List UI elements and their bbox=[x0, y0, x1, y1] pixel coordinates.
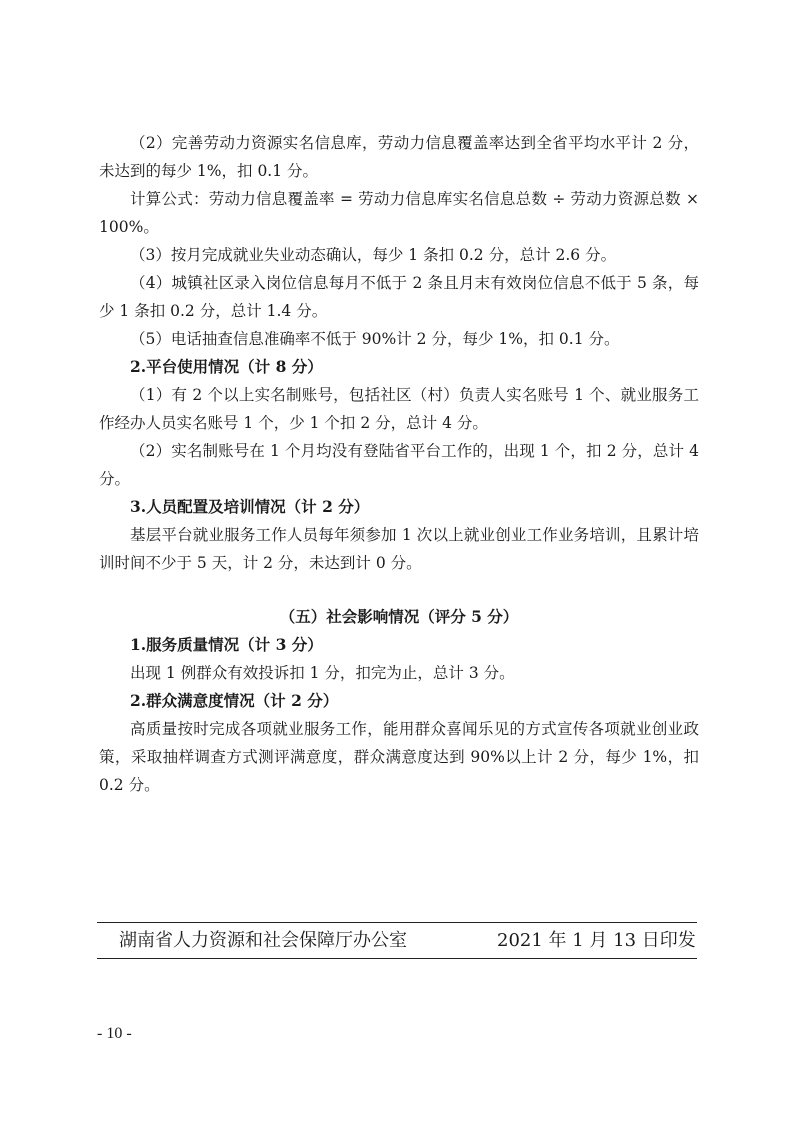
paragraph-login: （2）实名制账号在 1 个月均没有登陆省平台工作的，出现 1 个，扣 2 分，总计 4 分。 bbox=[99, 442, 699, 488]
section-title-social-impact: （五）社会影响情况（评分 5 分） bbox=[279, 607, 519, 626]
paragraph-accounts: （1）有 2 个以上实名制账号，包括社区（村）负责人实名账号 1 个、就业服务工作经办人员实名账号 1 个，少 1 个扣 2 分，总计 4 分。 bbox=[99, 386, 699, 432]
paragraph-complaints: 出现 1 例群众有效投诉扣 1 分，扣完为止，总计 3 分。 bbox=[130, 664, 515, 682]
paragraph-training: 基层平台就业服务工作人员每年须参加 1 次以上就业创业工作业务培训，且累计培训时间不少于 5 天，计 2 分，未达到计 0 分。 bbox=[99, 526, 699, 572]
section-gap bbox=[99, 577, 699, 603]
paragraph-job-info: （4）城镇社区录入岗位信息每月不低于 2 条且月末有效岗位信息不低于 5 条，每少 1 条扣 0.2 分，总计 1.4 分。 bbox=[99, 274, 699, 320]
paragraph-dynamic-confirmation: （3）按月完成就业失业动态确认，每少 1 条扣 0.2 分，总计 2.6 分。 bbox=[130, 246, 617, 264]
footer-bottom-rule bbox=[97, 958, 697, 959]
footer-top-rule bbox=[97, 922, 697, 923]
heading-staffing-training: 3.人员配置及培训情况（计 2 分） bbox=[130, 497, 370, 516]
paragraph-formula: 计算公式：劳动力信息覆盖率 = 劳动力信息库实名信息总数 ÷ 劳动力资源总数 × 100%。 bbox=[99, 190, 699, 236]
heading-platform-usage: 2.平台使用情况（计 8 分） bbox=[130, 357, 323, 376]
paragraph-coverage-rate: （2）完善劳动力资源实名信息库，劳动力信息覆盖率达到全省平均水平计 2 分，未达到的每少 1%，扣 0.1 分。 bbox=[99, 134, 699, 180]
footer-issuer: 湖南省人力资源和社会保障厅办公室 bbox=[119, 930, 407, 951]
paragraph-satisfaction: 高质量按时完成各项就业服务工作，能用群众喜闻乐见的方式宣传各项就业创业政策，采取抽样调查方式测评满意度，群众满意度达到 90%以上计 2 分，每少 1%，扣 0.2 分。 bbox=[99, 720, 699, 794]
document-body bbox=[99, 129, 699, 799]
heading-satisfaction: 2.群众满意度情况（计 2 分） bbox=[130, 691, 339, 710]
footer-date: 2021 年 1 月 13 日印发 bbox=[497, 930, 696, 951]
page-number: - 10 - bbox=[97, 1025, 132, 1042]
heading-service-quality: 1.服务质量情况（计 3 分） bbox=[130, 635, 323, 654]
paragraph-phone-check: （5）电话抽查信息准确率不低于 90%计 2 分，每少 1%，扣 0.1 分。 bbox=[130, 330, 620, 348]
